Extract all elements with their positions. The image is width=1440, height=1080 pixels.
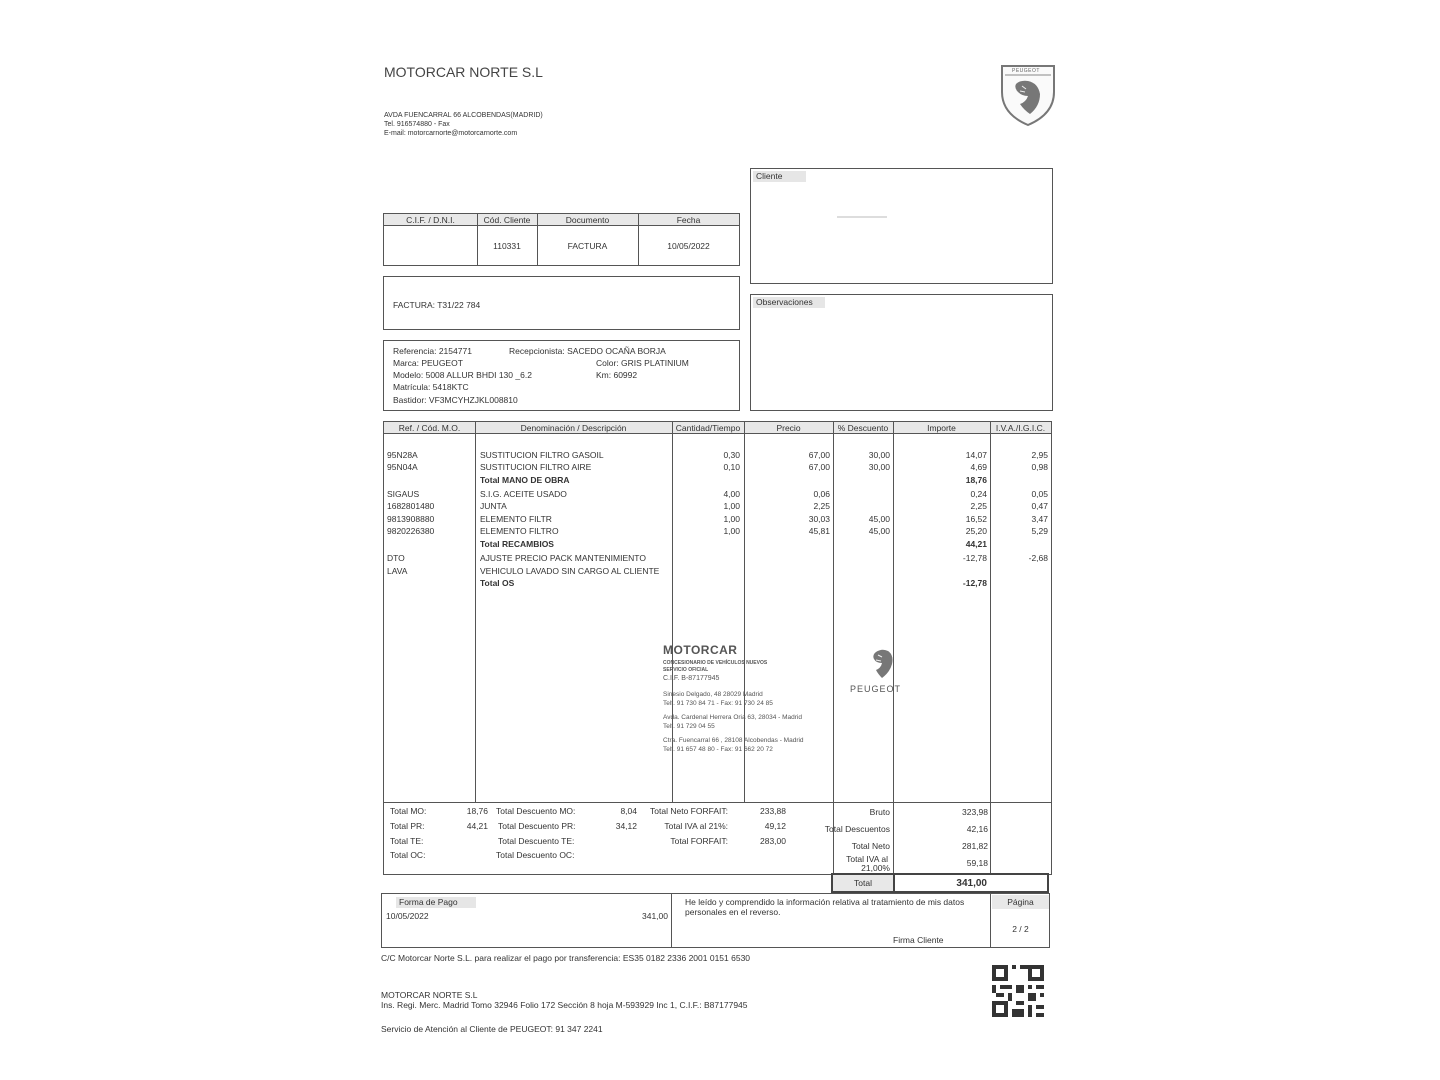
row-amount: 18,76: [965, 475, 987, 485]
row-amount: 16,52: [965, 514, 987, 524]
row-amount: -12,78: [962, 578, 987, 588]
row-ref: DTO: [387, 553, 405, 563]
bruto-label: Bruto: [869, 807, 890, 817]
row-amount: 4,69: [970, 462, 987, 472]
row-price: 2,25: [813, 501, 830, 511]
table-row: [384, 527, 1051, 537]
row-price: 0,06: [813, 489, 830, 499]
stamp-line2: SERVICIO OFICIAL: [663, 667, 709, 673]
descuentos-value: 42,16: [966, 824, 988, 834]
col-ref-header: Ref. / Cód. M.O.: [398, 423, 461, 433]
stamp-addr3: Ctra. Fuencarral 66 , 28108 Alcobendas - Madrid: [663, 737, 804, 744]
bank-transfer-info: C/C Motorcar Norte S.L. para realizar el pago por transferencia: ES35 0182 2336 2001 0151 6530: [381, 953, 751, 963]
discount-pr-value: 34,12: [615, 821, 637, 831]
row-description: ELEMENTO FILTR: [480, 514, 552, 524]
forfait-label: Total FORFAIT:: [670, 836, 728, 846]
peugeot-lion-icon: [864, 648, 904, 680]
peugeot-logo: [998, 62, 1058, 128]
row-quantity: 0,10: [723, 462, 740, 472]
stamp-line1: CONCESIONARIO DE VEHÍCULOS NUEVOS: [663, 660, 768, 666]
discount-oc-label: Total Descuento OC:: [496, 850, 575, 860]
table-subtotal-row: [384, 540, 1051, 550]
grand-total-label: Total: [833, 875, 893, 891]
client-redacted: [837, 216, 887, 218]
discount-te-label: Total Descuento TE:: [498, 836, 575, 846]
vehicle-vin: Bastidor: VF3MCYHZJKL008810: [393, 395, 518, 405]
neto-value: 281,82: [962, 841, 988, 851]
row-vat: 2,95: [1031, 450, 1048, 460]
stamp-tel3: Telf. 91 657 48 80 - Fax: 91 662 20 72: [663, 746, 773, 753]
row-price: 45,81: [808, 526, 830, 536]
page-number: 2 / 2: [1012, 924, 1029, 934]
stamp-addr1: Sinesio Delgado, 48 28029 Madrid: [663, 691, 763, 698]
row-quantity: 1,00: [723, 526, 740, 536]
observations-label: Observaciones: [753, 297, 825, 308]
row-description: VEHICULO LAVADO SIN CARGO AL CLIENTE: [480, 566, 660, 576]
row-quantity: 4,00: [723, 489, 740, 499]
row-price: 30,03: [808, 514, 830, 524]
row-vat: -2,68: [1028, 553, 1048, 563]
vehicle-brand: Marca: PEUGEOT: [393, 358, 463, 368]
row-discount: 30,00: [868, 450, 890, 460]
row-amount: 0,24: [970, 489, 987, 499]
table-row: [384, 451, 1051, 461]
iva-label-1: Total IVA al: [846, 854, 888, 864]
table-subtotal-row: [384, 579, 1051, 589]
header-date-label: Fecha: [676, 215, 701, 225]
row-ref: 95N28A: [387, 450, 418, 460]
row-discount: 45,00: [868, 514, 890, 524]
row-price: 67,00: [808, 462, 830, 472]
row-amount: 44,21: [965, 539, 987, 549]
document-header-table: [383, 213, 740, 266]
row-amount: 2,25: [970, 501, 987, 511]
payment-amount: 341,00: [642, 911, 668, 921]
row-discount: 30,00: [868, 462, 890, 472]
stamp-brand: PEUGEOT: [850, 684, 902, 694]
header-cif-label: C.I.F. / D.N.I.: [406, 215, 455, 225]
total-mo-label: Total MO:: [390, 806, 427, 816]
iva21-value: 49,12: [764, 821, 786, 831]
vehicle-receptionist: Recepcionista: SACEDO OCAÑA BORJA: [509, 346, 666, 356]
row-description: ELEMENTO FILTRO: [480, 526, 559, 536]
neto-forfait-value: 233,88: [760, 806, 786, 816]
privacy-line-2: personales en el reverso.: [685, 907, 781, 917]
row-vat: 0,47: [1031, 501, 1048, 511]
company-tel: Tel. 916574880 - Fax: [384, 121, 450, 128]
row-amount: -12,78: [962, 553, 987, 563]
table-row: [384, 567, 1051, 577]
items-table: [383, 421, 1052, 803]
row-amount: 14,07: [965, 450, 987, 460]
row-quantity: 1,00: [723, 501, 740, 511]
row-description: S.I.G. ACEITE USADO: [480, 489, 567, 499]
vehicle-color: Color: GRIS PLATINIUM: [596, 358, 689, 368]
client-label: Cliente: [753, 171, 806, 182]
table-row: [384, 554, 1051, 564]
invoice-number: FACTURA: T31/22 784: [393, 300, 481, 310]
row-description: AJUSTE PRECIO PACK MANTENIMIENTO: [480, 553, 646, 563]
row-vat: 0,98: [1031, 462, 1048, 472]
row-description: SUSTITUCION FILTRO AIRE: [480, 462, 592, 472]
stamp-tel2: Telf. 91 729 04 55: [663, 723, 715, 730]
row-quantity: 0,30: [723, 450, 740, 460]
company-address: AVDA FUENCARRAL 66 ALCOBENDAS(MADRID): [384, 112, 543, 119]
qr-code-icon: [992, 965, 1044, 1017]
customer-signature-label: Firma Cliente: [893, 935, 944, 945]
row-ref: 1682801480: [387, 501, 435, 511]
row-description: Total RECAMBIOS: [480, 539, 554, 549]
observations-box: [750, 294, 1053, 411]
grand-total-box: [831, 873, 1049, 893]
header-document-value: FACTURA: [567, 241, 608, 251]
table-row: [384, 463, 1051, 473]
col-desc-header: Denominación / Descripción: [520, 423, 627, 433]
descuentos-label: Total Descuentos: [824, 824, 890, 834]
privacy-line-1: He leído y comprendido la información relativa al tratamiento de mis datos: [685, 897, 965, 907]
discount-mo-value: 8,04: [620, 806, 637, 816]
vehicle-plate: Matrícula: 5418KTC: [393, 382, 469, 392]
footer-registry: Ins. Regi. Merc. Madrid Tomo 32946 Folio 172 Sección 8 hoja M-593929 Inc 1, C.I.F.: B87177945: [381, 1000, 748, 1010]
col-price-header: Precio: [776, 423, 801, 433]
dealer-stamp: [661, 643, 841, 763]
row-ref: 95N04A: [387, 462, 418, 472]
vehicle-reference: Referencia: 2154771: [393, 346, 472, 356]
row-ref: 9820226380: [387, 526, 435, 536]
client-box: [750, 168, 1053, 284]
forfait-value: 283,00: [760, 836, 786, 846]
row-description: JUNTA: [480, 501, 507, 511]
total-oc-label: Total OC:: [390, 850, 426, 860]
totals-box: [383, 803, 1052, 875]
row-vat: 0,05: [1031, 489, 1048, 499]
payment-box: [381, 893, 1050, 948]
stamp-title: MOTORCAR: [663, 643, 738, 657]
page-label: Página: [992, 895, 1049, 909]
discount-mo-label: Total Descuento MO:: [496, 806, 576, 816]
iva-label-2: 21,00%: [861, 863, 890, 873]
table-row: [384, 515, 1051, 525]
row-price: 67,00: [808, 450, 830, 460]
row-vat: 3,47: [1031, 514, 1048, 524]
total-pr-value: 44,21: [466, 821, 488, 831]
discount-pr-label: Total Descuento PR:: [498, 821, 576, 831]
company-name: MOTORCAR NORTE S.L: [384, 64, 543, 80]
total-te-label: Total TE:: [390, 836, 424, 846]
payment-date: 10/05/2022: [386, 911, 429, 921]
row-ref: 9813908880: [387, 514, 435, 524]
table-row: [384, 502, 1051, 512]
col-vat-header: I.V.A./I.G.I.C.: [995, 423, 1046, 433]
neto-label: Total Neto: [851, 841, 890, 851]
stamp-peugeot-logo: [846, 648, 926, 698]
footer-company: MOTORCAR NORTE S.L: [381, 990, 478, 1000]
row-quantity: 1,00: [723, 514, 740, 524]
vehicle-km: Km: 60992: [596, 370, 638, 380]
company-email: E-mail: motorcarnorte@motorcarnorte.com: [384, 130, 518, 137]
row-description: Total OS: [480, 578, 515, 588]
neto-forfait-label: Total Neto FORFAIT:: [650, 806, 728, 816]
row-description: SUSTITUCION FILTRO GASOIL: [480, 450, 604, 460]
row-ref: SIGAUS: [387, 489, 420, 499]
total-pr-label: Total PR:: [390, 821, 425, 831]
peugeot-logo-text: PEUGEOT: [1012, 68, 1040, 74]
vehicle-model: Modelo: 5008 ALLUR BHDI 130 _6.2: [393, 370, 532, 380]
header-client-code-value: 110331: [493, 241, 521, 251]
total-mo-value: 18,76: [466, 806, 488, 816]
invoice-number-box: [383, 276, 740, 330]
col-qty-header: Cantidad/Tiempo: [675, 423, 741, 433]
iva-value: 59,18: [966, 858, 988, 868]
vehicle-box: [383, 340, 740, 411]
col-discount-header: % Descuento: [837, 423, 889, 433]
footer-service: Servicio de Atención al Cliente de PEUGEOT: 91 347 2241: [381, 1024, 603, 1034]
table-subtotal-row: [384, 476, 1051, 486]
table-row: [384, 490, 1051, 500]
stamp-addr2: Avda. Cardenal Herrera Oria 63, 28034 - Madrid: [663, 714, 802, 721]
row-discount: 45,00: [868, 526, 890, 536]
row-description: Total MANO DE OBRA: [480, 475, 570, 485]
stamp-tel1: Telf. 91 730 84 71 - Fax: 91 730 24 85: [663, 700, 773, 707]
header-client-code-label: Cód. Cliente: [483, 215, 531, 225]
row-vat: 5,29: [1031, 526, 1048, 536]
row-ref: LAVA: [387, 566, 408, 576]
grand-total-value: 341,00: [956, 878, 987, 889]
col-amount-header: Importe: [927, 423, 956, 433]
iva21-label: Total IVA al 21%:: [664, 821, 728, 831]
stamp-cif: C.I.F. B-87177945: [663, 675, 720, 682]
row-amount: 25,20: [965, 526, 987, 536]
payment-method-label: Forma de Pago: [396, 897, 476, 908]
header-date-value: 10/05/2022: [667, 241, 710, 251]
bruto-value: 323,98: [962, 807, 988, 817]
header-document-label: Documento: [565, 215, 610, 225]
